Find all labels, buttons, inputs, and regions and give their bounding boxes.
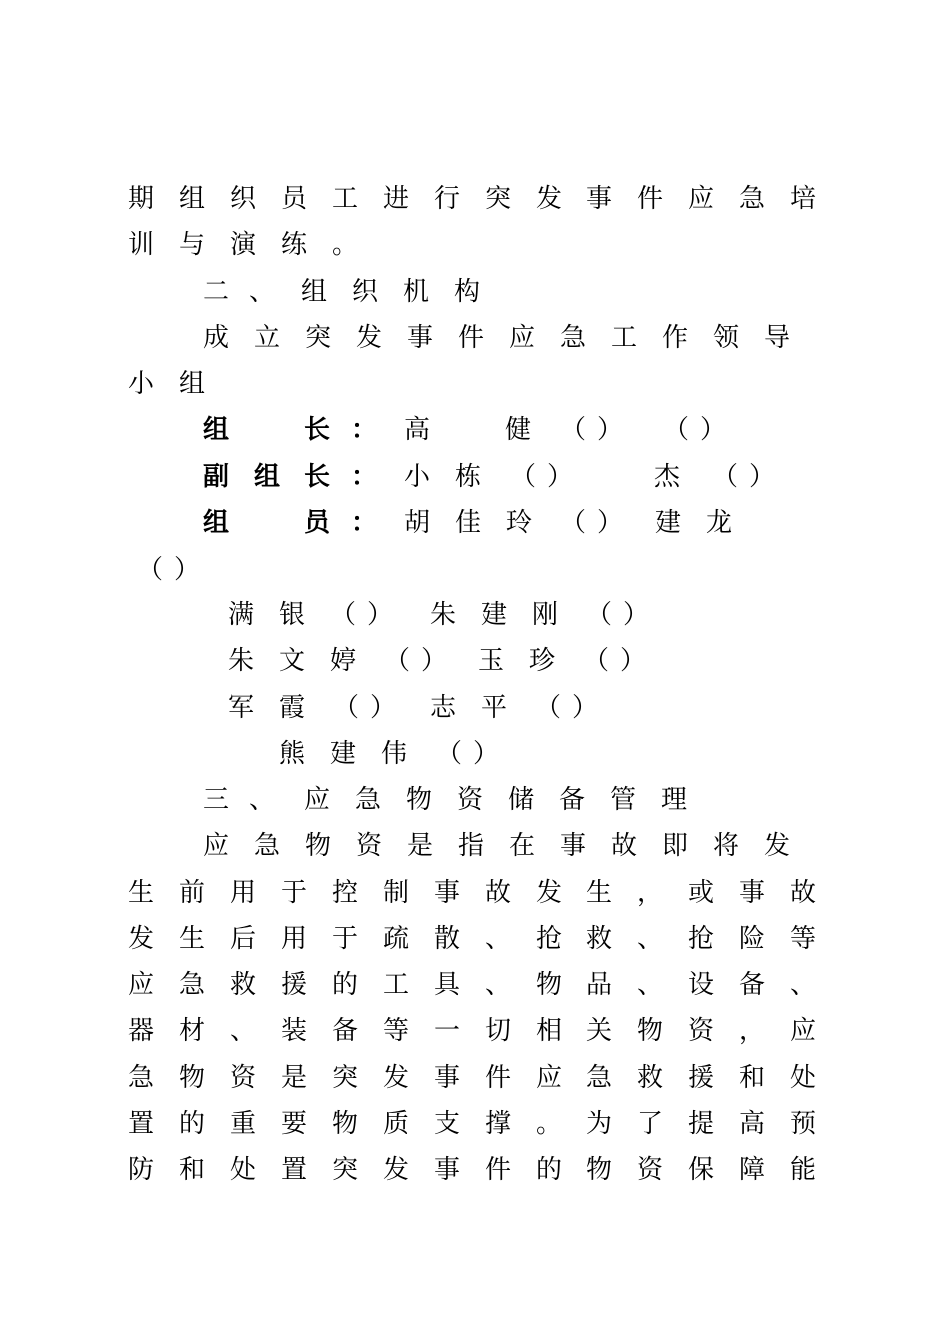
text-line <box>0 1101 950 1147</box>
text-char: 熊 <box>278 739 305 769</box>
text-char: 军 <box>227 693 254 723</box>
text-char: 应 <box>535 1063 562 1093</box>
text-char: 玲 <box>505 508 532 538</box>
text-char: 急 <box>127 1063 154 1093</box>
text-char: 急 <box>354 785 381 815</box>
text-char: 撑 <box>484 1109 511 1139</box>
text-char: 员 <box>303 508 330 538</box>
text-char: 三 <box>202 785 229 815</box>
text-char: 具 <box>433 970 460 1000</box>
text-char: 训 <box>127 230 154 260</box>
text-char: 玉 <box>477 646 504 676</box>
text-char: 演 <box>229 230 256 260</box>
text-line <box>0 1055 950 1101</box>
text-line <box>0 962 950 1008</box>
text-char: 工 <box>331 184 358 214</box>
text-char: 胡 <box>403 508 430 538</box>
text-char: 龙 <box>705 508 732 538</box>
text-line <box>0 547 950 593</box>
text-char: 备 <box>331 1016 358 1046</box>
text-char: 、 <box>248 277 275 307</box>
text-char: 伟 <box>380 739 407 769</box>
text-char: ） <box>472 739 499 769</box>
text-char: 突 <box>331 1063 358 1093</box>
text-line <box>0 1008 950 1054</box>
text-char: ） <box>748 462 775 492</box>
text-char: 突 <box>304 323 331 353</box>
text-char: 急 <box>178 970 205 1000</box>
text-char: 应 <box>303 785 330 815</box>
text-char: 等 <box>382 1016 409 1046</box>
text-char: 是 <box>280 1063 307 1093</box>
text-char: 、 <box>248 785 275 815</box>
text-char: 的 <box>178 1109 205 1139</box>
text-char: 、 <box>229 1016 256 1046</box>
text-char: 处 <box>229 1155 256 1185</box>
text-char: 应 <box>127 970 154 1000</box>
text-char: 后 <box>229 924 256 954</box>
text-char: 能 <box>789 1155 816 1185</box>
text-char: 相 <box>535 1016 562 1046</box>
text-char: 发 <box>382 1063 409 1093</box>
text-line <box>0 638 950 684</box>
text-char: 重 <box>229 1109 256 1139</box>
text-char: 建 <box>480 600 507 630</box>
text-char: ， <box>636 878 663 908</box>
text-char: ， <box>738 1016 765 1046</box>
text-char: 资 <box>229 1063 256 1093</box>
text-char: 应 <box>202 831 229 861</box>
text-line <box>0 222 950 268</box>
text-char: 生 <box>178 924 205 954</box>
text-char: 。 <box>535 1109 562 1139</box>
text-char: 突 <box>331 1155 358 1185</box>
text-char: 置 <box>127 1109 154 1139</box>
text-line <box>0 916 950 962</box>
text-char: 险 <box>738 924 765 954</box>
text-char: 银 <box>278 600 305 630</box>
text-char: 支 <box>433 1109 460 1139</box>
text-char: 志 <box>429 693 456 723</box>
text-line <box>0 592 950 638</box>
text-char: 为 <box>585 1109 612 1139</box>
text-char: 成 <box>202 323 229 353</box>
text-char: ） <box>619 646 646 676</box>
text-char: 长 <box>303 415 330 445</box>
text-char: 故 <box>789 878 816 908</box>
text-char: 一 <box>433 1016 460 1046</box>
text-char: 二 <box>202 277 229 307</box>
text-char: 散 <box>433 924 460 954</box>
text-char: 事 <box>406 323 433 353</box>
text-char: 物 <box>304 831 331 861</box>
text-char: 事 <box>433 1063 460 1093</box>
text-char: 指 <box>457 831 484 861</box>
text-char: 救 <box>585 924 612 954</box>
text-line <box>0 176 950 222</box>
text-char: 佳 <box>454 508 481 538</box>
text-char: ） <box>369 693 396 723</box>
text-char: 等 <box>789 924 816 954</box>
text-char: 备 <box>738 970 765 1000</box>
text-char: 保 <box>687 1155 714 1185</box>
text-char: 急 <box>585 1063 612 1093</box>
text-char: 、 <box>484 924 511 954</box>
text-char: 设 <box>687 970 714 1000</box>
text-char: ： <box>350 508 377 538</box>
text-char: （ <box>559 415 586 445</box>
text-char: （ <box>585 600 612 630</box>
text-char: 织 <box>351 277 378 307</box>
text-char: 器 <box>127 1016 154 1046</box>
text-char: 要 <box>280 1109 307 1139</box>
text-char: 组 <box>202 415 229 445</box>
text-line <box>0 777 950 823</box>
text-char: 在 <box>508 831 535 861</box>
text-char: ） <box>596 508 623 538</box>
text-line <box>0 685 950 731</box>
text-char: 应 <box>508 323 535 353</box>
text-char: ） <box>699 415 726 445</box>
text-char: 的 <box>535 1155 562 1185</box>
text-char: 物 <box>535 970 562 1000</box>
text-char: （ <box>332 693 359 723</box>
text-char: 理 <box>660 785 687 815</box>
text-char: 故 <box>610 831 637 861</box>
text-char: 和 <box>178 1155 205 1185</box>
text-char: （ <box>435 739 462 769</box>
text-char: ） <box>420 646 447 676</box>
text-char: 小 <box>403 462 430 492</box>
text-char: 、 <box>789 970 816 1000</box>
text-char: ） <box>173 555 200 585</box>
text-line <box>0 361 950 407</box>
text-char: 件 <box>457 323 484 353</box>
text-char: 组 <box>178 369 205 399</box>
text-char: 品 <box>585 970 612 1000</box>
text-char: 组 <box>253 462 280 492</box>
text-char: 障 <box>738 1155 765 1185</box>
text-char: ） <box>366 600 393 630</box>
text-char: 防 <box>127 1155 154 1185</box>
text-char: 用 <box>280 924 307 954</box>
text-char: 切 <box>484 1016 511 1046</box>
text-char: ） <box>571 693 598 723</box>
text-char: 储 <box>507 785 534 815</box>
text-char: 事 <box>433 1155 460 1185</box>
text-char: 、 <box>484 970 511 1000</box>
text-char: 事 <box>738 878 765 908</box>
text-char: 工 <box>382 970 409 1000</box>
text-char: 培 <box>789 184 816 214</box>
text-char: 件 <box>484 1155 511 1185</box>
text-char: 材 <box>178 1016 205 1046</box>
text-line <box>0 823 950 869</box>
text-char: 装 <box>280 1016 307 1046</box>
text-char: 质 <box>382 1109 409 1139</box>
text-line <box>0 1147 950 1193</box>
text-char: 抢 <box>687 924 714 954</box>
text-char: （ <box>329 600 356 630</box>
text-char: 工 <box>610 323 637 353</box>
text-char: 抢 <box>535 924 562 954</box>
text-char: 珍 <box>528 646 555 676</box>
text-char: ） <box>546 462 573 492</box>
text-char: 事 <box>559 831 586 861</box>
text-char: 发 <box>382 1155 409 1185</box>
text-char: 事 <box>433 878 460 908</box>
text-char: 资 <box>636 1155 663 1185</box>
text-char: 物 <box>178 1063 205 1093</box>
text-char: 发 <box>535 878 562 908</box>
text-char: 建 <box>329 739 356 769</box>
text-char: （ <box>534 693 561 723</box>
text-char: 于 <box>331 924 358 954</box>
text-char: 救 <box>229 970 256 1000</box>
text-char: 于 <box>280 878 307 908</box>
text-line <box>0 407 950 453</box>
text-char: 员 <box>280 184 307 214</box>
text-char: 故 <box>484 878 511 908</box>
text-char: 霞 <box>278 693 305 723</box>
text-char: 婷 <box>329 646 356 676</box>
text-char: 件 <box>484 1063 511 1093</box>
text-char: 发 <box>355 323 382 353</box>
text-char: 提 <box>687 1109 714 1139</box>
text-char: 刚 <box>531 600 558 630</box>
text-char: 突 <box>484 184 511 214</box>
text-char: 前 <box>178 878 205 908</box>
text-char: （ <box>509 462 536 492</box>
text-char: 、 <box>636 924 663 954</box>
text-char: 构 <box>453 277 480 307</box>
text-char: 平 <box>480 693 507 723</box>
text-char: 织 <box>229 184 256 214</box>
text-char: 发 <box>763 831 790 861</box>
text-char: 机 <box>402 277 429 307</box>
text-char: （ <box>662 415 689 445</box>
text-char: 的 <box>331 970 358 1000</box>
text-char: （ <box>711 462 738 492</box>
text-char: 作 <box>661 323 688 353</box>
text-char: 和 <box>738 1063 765 1093</box>
text-char: 物 <box>585 1155 612 1185</box>
text-char: 件 <box>636 184 663 214</box>
text-char: 立 <box>253 323 280 353</box>
text-char: 建 <box>654 508 681 538</box>
text-char: 急 <box>559 323 586 353</box>
text-char: 副 <box>202 462 229 492</box>
text-char: 组 <box>202 508 229 538</box>
text-line <box>0 870 950 916</box>
text-char: 健 <box>504 415 531 445</box>
text-char: 疏 <box>382 924 409 954</box>
text-char: （ <box>136 555 163 585</box>
text-char: 应 <box>789 1016 816 1046</box>
text-char: 栋 <box>454 462 481 492</box>
text-char: 资 <box>456 785 483 815</box>
text-char: 关 <box>585 1016 612 1046</box>
text-char: 生 <box>585 878 612 908</box>
text-char: ： <box>350 462 377 492</box>
text-char: 物 <box>331 1109 358 1139</box>
text-char: 组 <box>300 277 327 307</box>
text-char: 援 <box>280 970 307 1000</box>
text-char: 或 <box>687 878 714 908</box>
text-char: 援 <box>687 1063 714 1093</box>
text-char: 朱 <box>429 600 456 630</box>
text-char: 是 <box>406 831 433 861</box>
text-char: 资 <box>355 831 382 861</box>
text-char: 急 <box>253 831 280 861</box>
text-char: 组 <box>178 184 205 214</box>
text-char: 置 <box>280 1155 307 1185</box>
text-char: 行 <box>433 184 460 214</box>
text-char: 进 <box>382 184 409 214</box>
text-line <box>0 315 950 361</box>
text-char: 事 <box>585 184 612 214</box>
text-char: 发 <box>127 924 154 954</box>
text-char: 杰 <box>653 462 680 492</box>
text-char: ） <box>596 415 623 445</box>
text-char: 急 <box>738 184 765 214</box>
text-line <box>0 731 950 777</box>
text-char: 练 <box>280 230 307 260</box>
text-char: 高 <box>403 415 430 445</box>
text-char: 长 <box>303 462 330 492</box>
text-char: 应 <box>687 184 714 214</box>
text-char: 处 <box>789 1063 816 1093</box>
text-char: 备 <box>558 785 585 815</box>
text-char: 满 <box>227 600 254 630</box>
text-char: 期 <box>127 184 154 214</box>
text-char: 、 <box>636 970 663 1000</box>
text-char: 用 <box>229 878 256 908</box>
text-char: 高 <box>738 1109 765 1139</box>
text-char: 救 <box>636 1063 663 1093</box>
text-char: 朱 <box>227 646 254 676</box>
text-char: 控 <box>331 878 358 908</box>
text-char: 制 <box>382 878 409 908</box>
text-char: 物 <box>636 1016 663 1046</box>
text-char: 管 <box>609 785 636 815</box>
text-char: （ <box>582 646 609 676</box>
text-line <box>0 500 950 546</box>
text-char: 生 <box>127 878 154 908</box>
text-char: 发 <box>535 184 562 214</box>
text-char: 文 <box>278 646 305 676</box>
text-char: 。 <box>331 230 358 260</box>
text-line <box>0 454 950 500</box>
text-char: 将 <box>712 831 739 861</box>
text-char: （ <box>383 646 410 676</box>
text-char: （ <box>559 508 586 538</box>
text-char: 了 <box>636 1109 663 1139</box>
text-char: 预 <box>789 1109 816 1139</box>
text-char: 即 <box>661 831 688 861</box>
text-char: 资 <box>687 1016 714 1046</box>
text-line <box>0 269 950 315</box>
text-char: 小 <box>127 369 154 399</box>
text-char: 与 <box>178 230 205 260</box>
text-char: 物 <box>405 785 432 815</box>
text-char: ： <box>350 415 377 445</box>
text-char: ） <box>622 600 649 630</box>
text-char: 导 <box>763 323 790 353</box>
text-char: 领 <box>712 323 739 353</box>
